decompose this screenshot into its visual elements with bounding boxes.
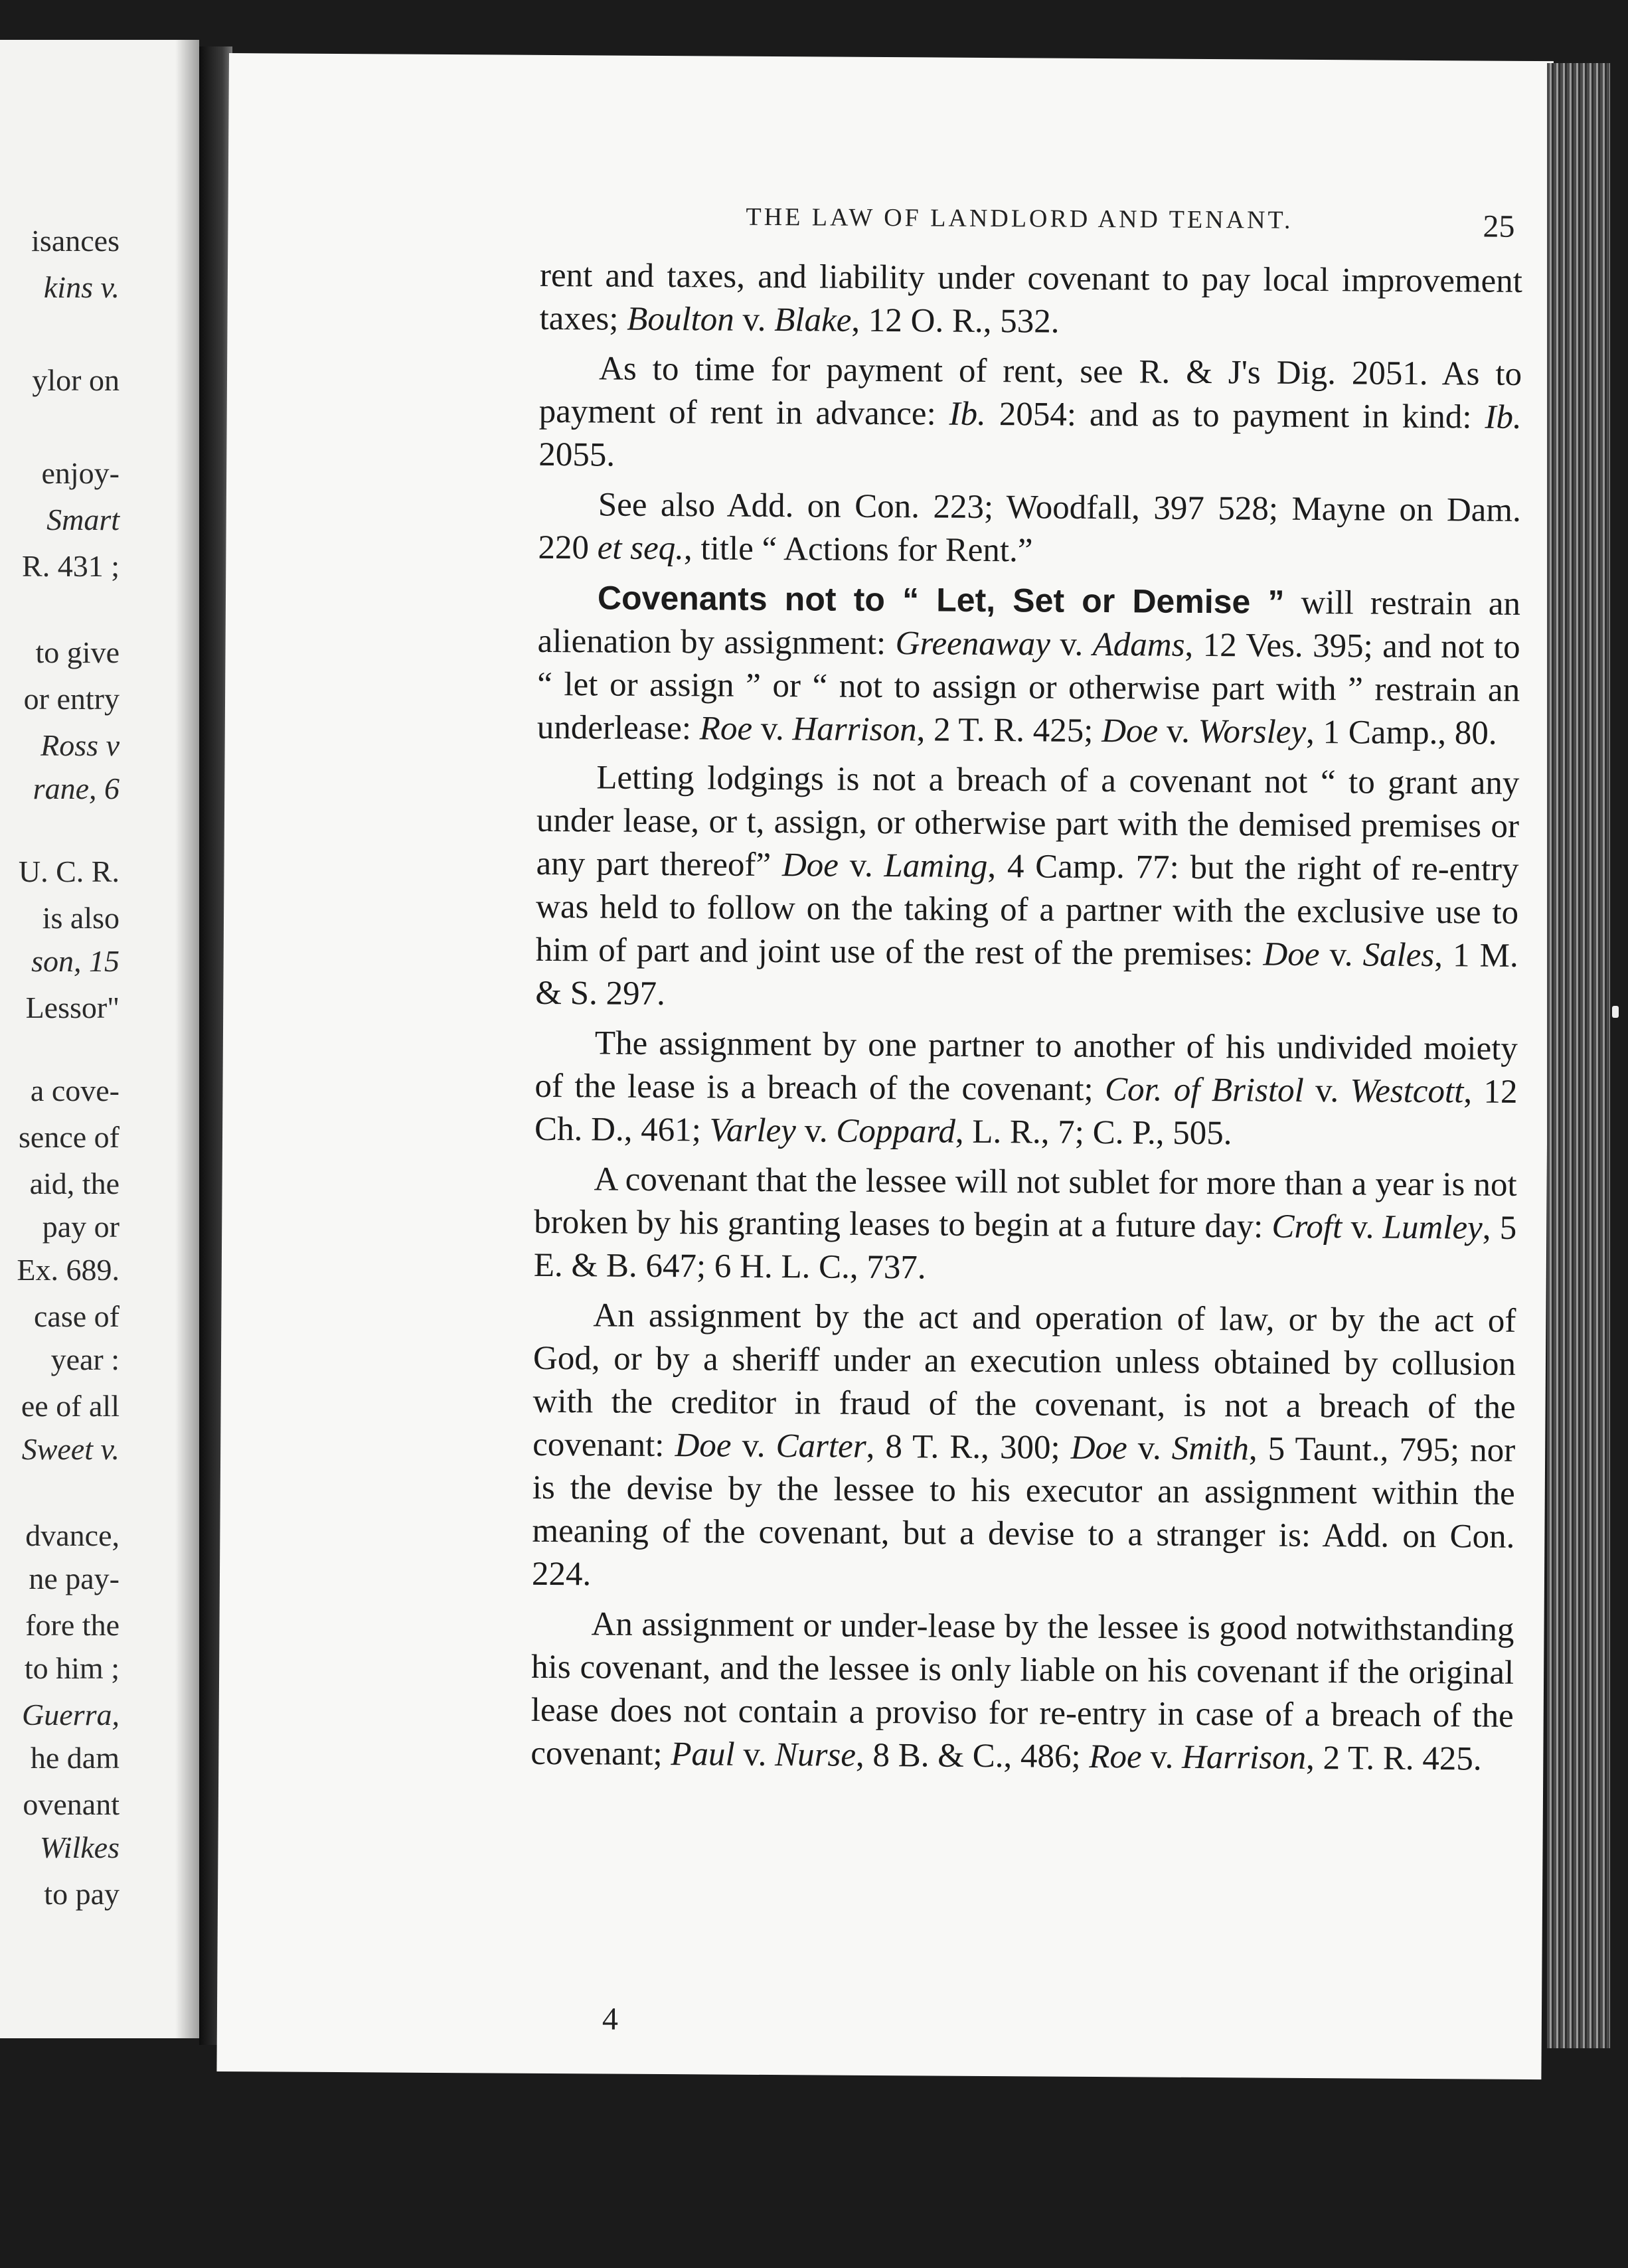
page-curve-shadow	[175, 40, 199, 2038]
left-page-line: Lessor"	[25, 991, 120, 1024]
paragraph-4: Covenants not to “ Let, Set or Demise ” will restrain an alienation by assignment: Greenaway v. Adams, 12 Ves. 395; and not to “ let or assign ” or “ not to assign or otherwise part with ” restrain an underlease: Roe v. Harrison, 2 T. R. 425; Doe v. Worsley, 1 Camp., 80.	[536, 579, 1521, 752]
left-page-line: ovenant	[23, 1787, 120, 1821]
left-facing-page	[0, 40, 199, 2038]
left-page-line: he dam	[30, 1741, 120, 1775]
left-page-line: son, 15	[31, 944, 120, 978]
left-page-line: ylor on	[32, 363, 120, 397]
left-page-line: pay or	[42, 1210, 120, 1244]
left-page-line: rane, 6	[33, 771, 120, 805]
left-page-line: ee of all	[21, 1389, 120, 1423]
left-page-line: Sweet v.	[21, 1432, 120, 1466]
left-page-line: Ross v	[41, 728, 120, 762]
left-page-line: Smart	[46, 503, 120, 536]
left-page-line: isances	[31, 224, 120, 258]
paragraph-lead: Covenants not to “ Let, Set or Demise ”	[597, 579, 1285, 621]
paragraph-1: rent and taxes, and liability under covenant to pay local improvement taxes; Boulton v. Blake, 12 O. R., 532.	[539, 256, 1523, 341]
paragraph-8: An assignment by the act and operation of law, or by the act of God, or by a sheriff under an execution unless obtained by collusion with the creditor in fraud of the covenant, is not a breach of the covenant: Doe v. Carter, 8 T. R., 300; Doe v. Smith, 5 Taunt., 795; nor is the devise by the lessee to his executor an assignment within the meaning of the covenant, but a devise to a stranger is: Add. on Con. 224.	[531, 1297, 1516, 1593]
body-text	[530, 254, 1522, 1788]
left-page-line: R. 431 ;	[22, 549, 120, 583]
left-page-line: Ex. 689.	[17, 1253, 120, 1287]
left-page-line: or entry	[23, 682, 120, 716]
left-page-line: case of	[34, 1299, 120, 1333]
paragraph-3: See also Add. on Con. 223; Woodfall, 397 528; Mayne on Dam. 220 et seq., title “ Actions for Rent.”	[538, 486, 1521, 570]
left-page-line: dvance,	[25, 1518, 120, 1552]
left-page-line: kins v.	[43, 270, 120, 304]
left-page-line: fore the	[25, 1608, 120, 1642]
page-edges	[1547, 63, 1610, 2048]
paragraph-7: A covenant that the lessee will not sublet for more than a year is not broken by his granting leases to begin at a future day: Croft v. Lumley, 5 E. & B. 647; 6 H. L. C., 737.	[533, 1161, 1517, 1287]
left-page-line: to him ;	[24, 1651, 120, 1685]
left-page-line: to pay	[44, 1877, 120, 1911]
page-number: 25	[1483, 208, 1515, 244]
left-page-line: a cove-	[30, 1074, 120, 1107]
scan-speck	[1612, 1006, 1619, 1018]
signature-mark: 4	[602, 2001, 619, 2037]
running-head: THE LAW OF LANDLORD AND TENANT.	[746, 202, 1293, 234]
left-page-line: U. C. R.	[18, 854, 120, 888]
right-page	[216, 53, 1554, 2079]
left-page-line: Guerra,	[22, 1698, 120, 1732]
left-page-line: Wilkes	[39, 1830, 120, 1864]
paragraph-5: Letting lodgings is not a breach of a covenant not “ to grant any under lease, or t, assign, or otherwise part with the demised premises or any part thereof” Doe v. Laming, 4 Camp. 77: but the right of re-entry was held to follow on the taking of a partner with the exclusive use to him of part and joint use of the rest of the premises: Doe v. Sales, 1 M. & S. 297.	[535, 759, 1520, 1013]
left-page-line: year :	[50, 1342, 120, 1376]
paragraph-6: The assignment by one partner to another of his undivided moiety of the lease is a breach of the covenant; Cor. of Bristol v. Westcott, 12 Ch. D., 461; Varley v. Coppard, L. R., 7; C. P., 505.	[534, 1024, 1518, 1153]
left-page-line: is also	[42, 901, 120, 935]
left-page-line: enjoy-	[41, 456, 120, 490]
left-page-line: aid, the	[29, 1167, 120, 1200]
left-page-line: ne pay-	[29, 1562, 120, 1595]
left-page-line: to give	[35, 635, 120, 669]
left-page-line: sence of	[19, 1120, 120, 1154]
paragraph-2: As to time for payment of rent, see R. & J's Dig. 2051. As to payment of rent in advance: Ib. 2054: and as to payment in kind: Ib. 2055.	[538, 350, 1522, 474]
paragraph-9: An assignment or under-lease by the lessee is good notwithstanding his covenant, and the lessee is only liable on his covenant if the original lease does not contain a proviso for re-entry in case of a breach of the covenant; Paul v. Nurse, 8 B. & C., 486; Roe v. Harrison, 2 T. R. 425.	[530, 1605, 1514, 1778]
